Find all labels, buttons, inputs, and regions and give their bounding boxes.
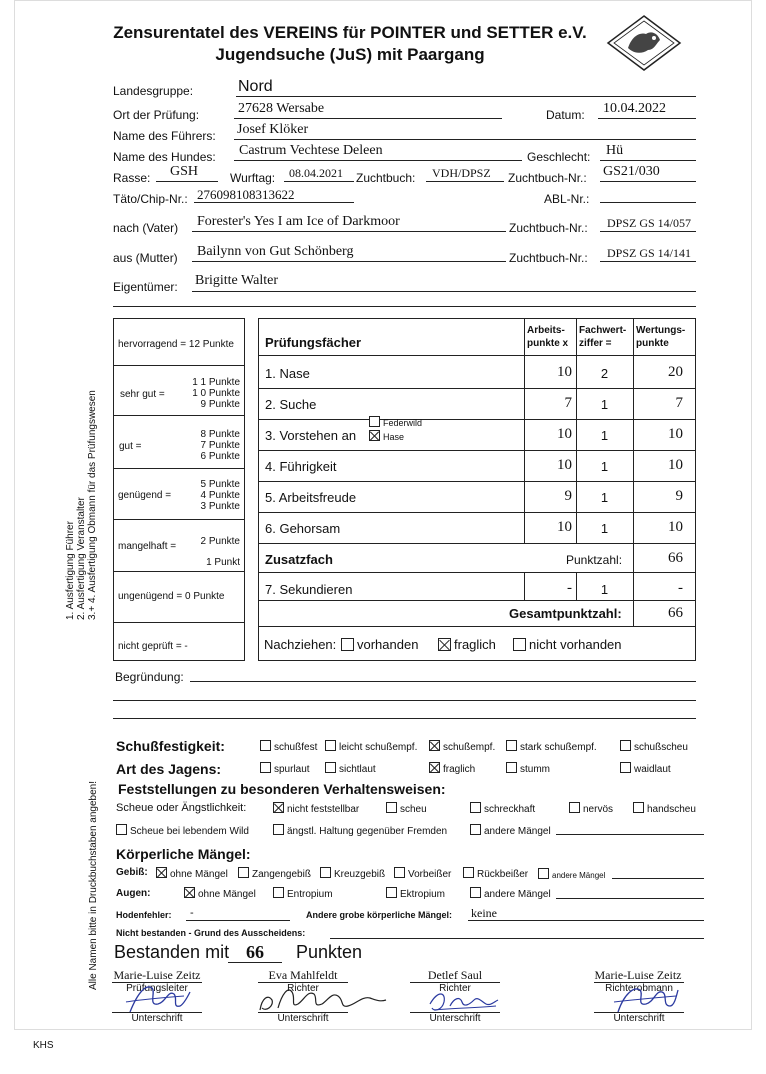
row-subject-sekundieren: 7. Sekundieren	[265, 582, 353, 597]
gebiss-opt-andere[interactable]: andere Mängel	[538, 868, 605, 880]
sig1-name: Marie-Luise Zeitz	[113, 968, 201, 982]
row-wp-nase: 20	[668, 364, 683, 380]
form-title-line1: Zensurentatel des VEREINS für POINTER und SETTER e.V.	[113, 23, 587, 42]
jagen-label: Art des Jagens:	[116, 761, 222, 777]
eigentuemer-label: Eigentümer:	[113, 280, 178, 294]
schuss-opt-stark[interactable]: stark schußempf.	[506, 740, 597, 753]
schuss-label: Schußfestigkeit:	[116, 738, 225, 754]
signature-scribble-1	[118, 982, 198, 1018]
grade-sehr-gut: sehr gut =	[120, 389, 165, 400]
mutter-nr-label: Zuchtbuch-Nr.:	[509, 251, 588, 265]
jagen-opt-sichtlaut[interactable]: sichtlaut	[325, 762, 376, 775]
punktzahl-value: 66	[668, 550, 683, 566]
row-fw-fuehrigkeit: 1	[600, 459, 609, 474]
gesamt-value: 66	[668, 605, 683, 621]
row-ap-sekundieren: -	[567, 580, 572, 596]
vater-label: nach (Vater)	[113, 221, 179, 235]
datum-value: 10.04.2022	[603, 101, 666, 116]
fuehrer-label: Name des Führers:	[113, 129, 216, 143]
sig1-role: Prüfungsleiter	[126, 983, 188, 994]
jagen-opt-fraglich[interactable]: fraglich	[429, 762, 475, 775]
sig1-sig: Unterschrift	[131, 1013, 183, 1024]
sig4-name: Marie-Luise Zeitz	[594, 968, 682, 982]
nicht-vorhanden-checkbox[interactable]: nicht vorhanden	[513, 637, 622, 652]
row-ap-fuehrigkeit: 10	[557, 457, 572, 473]
gebiss-opt-vorbeisser[interactable]: Vorbeißer	[394, 867, 451, 880]
augen-opt-andere[interactable]: andere Mängel	[470, 887, 551, 900]
schuss-opt-empf[interactable]: schußempf.	[429, 740, 495, 753]
hoden-value: -	[190, 907, 194, 919]
abl-label: ABL-Nr.:	[544, 192, 590, 206]
signature-scribble-3	[424, 986, 504, 1016]
row-fw-nase: 2	[600, 366, 609, 381]
sig2-sig: Unterschrift	[277, 1013, 329, 1024]
gesamt-label: Gesamtpunktzahl:	[509, 606, 622, 621]
vater-nr-label: Zuchtbuch-Nr.:	[509, 221, 588, 235]
row-subject-nase: 1. Nase	[265, 366, 310, 381]
scheue-opt-scheu[interactable]: scheu	[386, 802, 427, 815]
row-subject-vorstehen: 3. Vorstehen an	[265, 428, 357, 443]
verhalten-heading: Feststellungen zu besonderen Verhaltensweisen:	[118, 781, 446, 797]
wurftag-label: Wurftag:	[230, 171, 276, 185]
gebiss-opt-zange[interactable]: Zangengebiß	[238, 867, 311, 880]
bestanden-points: 66	[246, 942, 264, 962]
sig3-name: Detlef Saul	[427, 968, 483, 982]
wurftag-value: 08.04.2021	[289, 166, 343, 180]
row-wp-sekundieren: -	[678, 580, 683, 596]
nicht-bestanden-label: Nicht bestanden - Grund des Ausscheidens:	[116, 928, 306, 938]
augen-opt-entropium[interactable]: Entropium	[273, 887, 333, 900]
datum-label: Datum:	[546, 108, 585, 122]
table-head-subject: Prüfungsfächer	[265, 335, 362, 350]
ort-value: 27628 Wersabe	[238, 101, 325, 116]
row-fw-vorstehen: 1	[600, 428, 609, 443]
row-ap-suche: 7	[564, 395, 572, 411]
zuchtbuchnr-value: GS21/030	[603, 164, 660, 179]
scheue-opt-nervoes[interactable]: nervös	[569, 802, 613, 815]
mutter-value: Bailynn von Gut Schönberg	[197, 244, 354, 259]
row-wp-gehorsam: 10	[668, 519, 683, 535]
row-ap-arbeitsfreude: 9	[564, 488, 572, 504]
grade-ungenuegend: ungenügend = 0 Punkte	[118, 591, 225, 602]
sig4-sig: Unterschrift	[613, 1013, 665, 1024]
scheue-opt-andere[interactable]: andere Mängel	[470, 824, 551, 837]
block-letters-note: Alle Namen bitte in Druckbuchstaben angeben!	[88, 780, 99, 990]
scheue-opt-nicht[interactable]: nicht feststellbar	[273, 802, 359, 815]
chip-value: 276098108313622	[197, 187, 295, 202]
gebiss-opt-ohne[interactable]: ohne Mängel	[156, 867, 228, 880]
zusatzfach-label: Zusatzfach	[265, 552, 333, 567]
row-wp-vorstehen: 10	[668, 426, 683, 442]
scheue-opt-schreckhaft[interactable]: schreckhaft	[470, 802, 535, 815]
geschlecht-value: Hü	[606, 143, 624, 158]
geschlecht-label: Geschlecht:	[527, 150, 591, 164]
schuss-opt-scheu[interactable]: schußscheu	[620, 740, 688, 753]
rasse-value: GSH	[170, 164, 199, 179]
gebiss-opt-kreuz[interactable]: Kreuzgebiß	[320, 867, 385, 880]
distribution-note: 1. Ausfertigung Führer 2. Ausfertigung Veranstalter 3.+ 4. Ausfertigung Obmann für das Prüfungswesen	[65, 390, 98, 620]
zuchtbuch-value: VDH/DPSZ	[432, 166, 491, 180]
grade-mangelhaft-pts: 2 Punkte 1 Punkt	[200, 536, 240, 568]
jagen-opt-spurlaut[interactable]: spurlaut	[260, 762, 310, 775]
augen-opt-ohne[interactable]: ohne Mängel	[184, 887, 256, 900]
zuchtbuch-label: Zuchtbuch:	[356, 171, 416, 185]
sig3-role: Richter	[439, 983, 471, 994]
vater-value: Forester's Yes I am Ice of Darkmoor	[197, 214, 400, 229]
gebiss-label: Gebiß:	[116, 867, 148, 878]
ort-label: Ort der Prüfung:	[113, 108, 200, 122]
hund-label: Name des Hundes:	[113, 150, 216, 164]
grobe-label: Andere grobe körperliche Mängel:	[306, 910, 453, 920]
sig4-role: Richterobmann	[605, 983, 673, 994]
landesgruppe-value: Nord	[238, 78, 273, 95]
row-subject-arbeitsfreude: 5. Arbeitsfreude	[265, 490, 357, 505]
landesgruppe-label: Landesgruppe:	[113, 84, 194, 98]
fraglich-checkbox[interactable]: fraglich	[438, 637, 496, 652]
augen-opt-ektropium[interactable]: Ektropium	[386, 887, 445, 900]
zuchtbuchnr-label: Zuchtbuch-Nr.:	[508, 171, 587, 185]
row-subject-suche: 2. Suche	[265, 397, 317, 412]
scheue-opt-wild[interactable]: Scheue bei lebendem Wild	[116, 824, 249, 837]
row-fw-arbeitsfreude: 1	[600, 490, 609, 505]
row-wp-suche: 7	[675, 395, 683, 411]
table-head-wp: Wertungs- punkte	[636, 325, 686, 349]
row-wp-fuehrigkeit: 10	[668, 457, 683, 473]
koerper-heading: Körperliche Mängel:	[116, 846, 251, 862]
grobe-value: keine	[471, 906, 497, 920]
sig2-role: Richter	[287, 983, 319, 994]
vater-nr-value: DPSZ GS 14/057	[607, 216, 692, 230]
row-fw-gehorsam: 1	[600, 521, 609, 536]
grade-mangelhaft: mangelhaft =	[118, 541, 177, 552]
mutter-label: aus (Mutter)	[113, 251, 178, 265]
federwild-checkbox[interactable]: Federwild	[369, 416, 422, 428]
table-head-ap: Arbeits- punkte x	[527, 325, 569, 349]
eigentuemer-value: Brigitte Walter	[195, 273, 278, 288]
grade-nicht-geprueft: nicht geprüft = -	[118, 641, 188, 652]
vorhanden-checkbox[interactable]: vorhanden	[341, 637, 418, 652]
row-subject-fuehrigkeit: 4. Führigkeit	[265, 459, 337, 474]
begruendung-label: Begründung:	[115, 670, 184, 684]
signature-scribble-4	[604, 980, 684, 1018]
chip-label: Täto/Chip-Nr.:	[113, 192, 188, 206]
sig3-sig: Unterschrift	[429, 1013, 481, 1024]
club-logo-icon	[606, 14, 682, 72]
schuss-opt-schussfest[interactable]: schußfest	[260, 740, 317, 753]
hund-value: Castrum Vechtese Deleen	[239, 143, 383, 158]
schuss-opt-leicht[interactable]: leicht schußempf.	[325, 740, 417, 753]
nachziehen-label: Nachziehen:	[264, 637, 337, 652]
hase-checkbox[interactable]: Hase	[369, 430, 404, 442]
scheue-label: Scheue oder Ängstlichkeit:	[116, 802, 247, 814]
mutter-nr-value: DPSZ GS 14/141	[607, 246, 692, 260]
fuehrer-value: Josef Klöker	[237, 122, 309, 137]
row-fw-sekundieren: 1	[600, 582, 609, 597]
grade-hervorragend: hervorragend = 12 Punkte	[118, 339, 234, 350]
grade-sehr-gut-pts: 1 1 Punkte 1 0 Punkte 9 Punkte	[192, 377, 240, 410]
row-fw-suche: 1	[600, 397, 609, 412]
hoden-label: Hodenfehler:	[116, 910, 172, 920]
grade-gut: gut =	[119, 441, 142, 452]
row-ap-vorstehen: 10	[557, 426, 572, 442]
table-head-fw: Fachwert- ziffer =	[579, 325, 627, 349]
form-title-line2: Jugendsuche (JuS) mit Paargang	[215, 45, 485, 64]
gebiss-opt-rueckbeisser[interactable]: Rückbeißer	[463, 867, 528, 880]
grade-gut-pts: 8 Punkte 7 Punkte 6 Punkte	[200, 429, 240, 462]
punktzahl-label: Punktzahl:	[566, 553, 623, 567]
row-ap-gehorsam: 10	[557, 519, 572, 535]
row-subject-gehorsam: 6. Gehorsam	[265, 521, 341, 536]
footer-code: KHS	[33, 1040, 54, 1051]
bestanden-prefix: Bestanden mit	[114, 942, 230, 962]
signature-scribble-2	[252, 982, 392, 1018]
row-wp-arbeitsfreude: 9	[675, 488, 683, 504]
grade-genuegend-pts: 5 Punkte 4 Punkte 3 Punkte	[200, 479, 240, 512]
bestanden-suffix: Punkten	[296, 942, 363, 962]
jagen-opt-stumm[interactable]: stumm	[506, 762, 550, 775]
scheue-opt-fremde[interactable]: ängstl. Haltung gegenüber Fremden	[273, 824, 447, 837]
sig2-name: Eva Mahlfeldt	[268, 968, 338, 982]
scheue-opt-handscheu[interactable]: handscheu	[633, 802, 696, 815]
jagen-opt-waidlaut[interactable]: waidlaut	[620, 762, 671, 775]
rasse-label: Rasse:	[113, 171, 151, 185]
grade-genuegend: genügend =	[118, 490, 172, 501]
row-ap-nase: 10	[557, 364, 572, 380]
augen-label: Augen:	[116, 888, 151, 899]
